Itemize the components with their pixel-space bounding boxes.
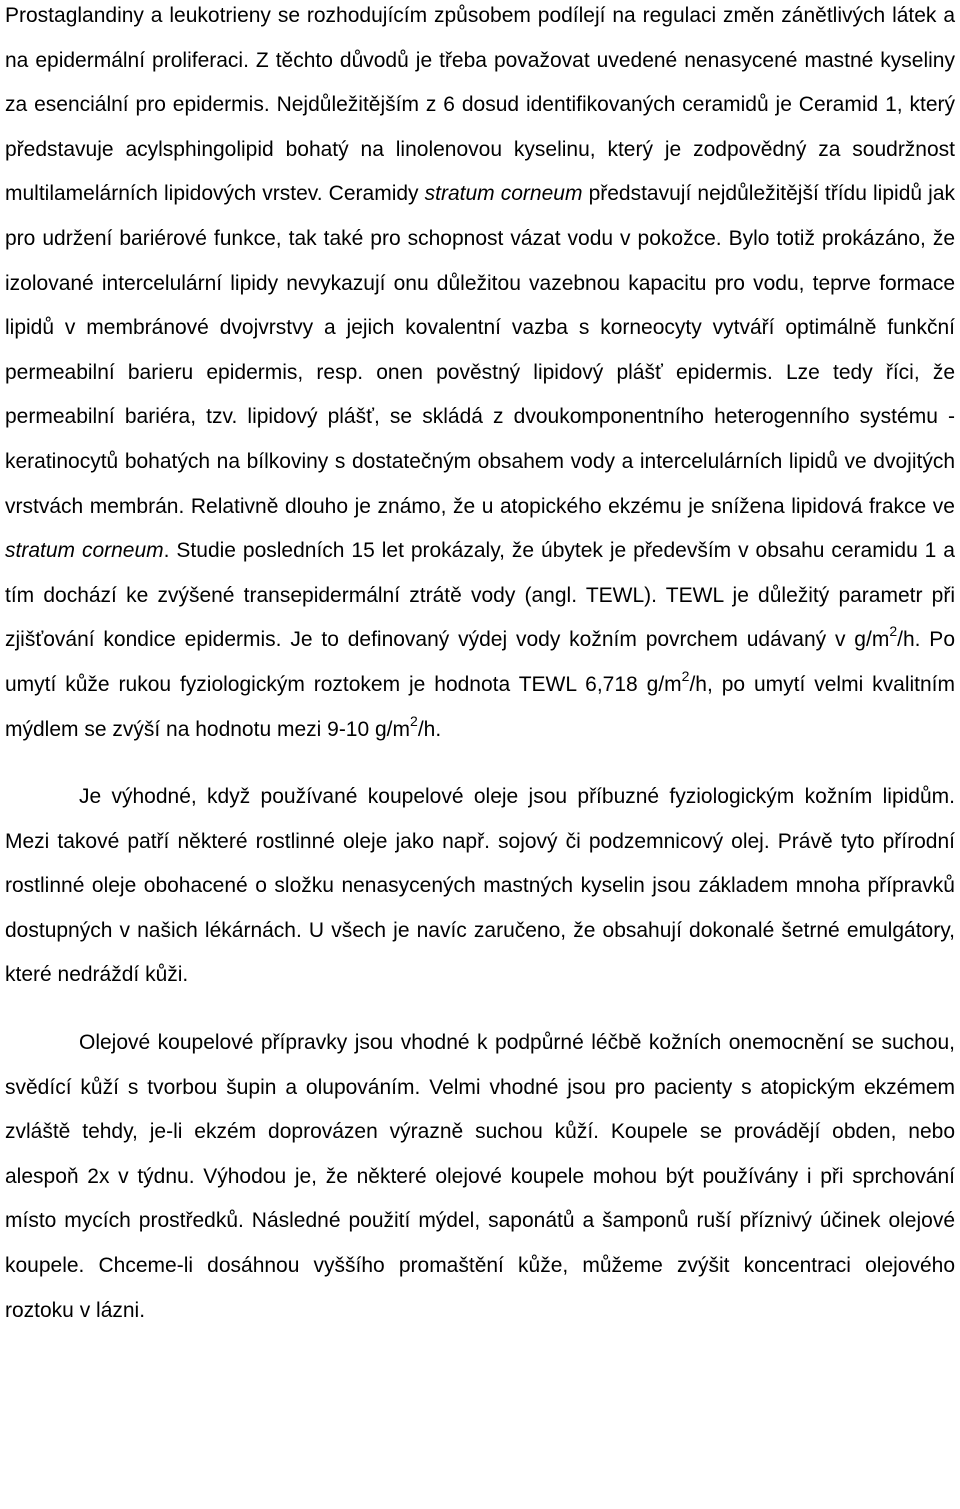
document-page bbox=[5, 0, 955, 1333]
superscript: 2 bbox=[410, 712, 418, 729]
text-segment: /h, po umytí velmi kvalitním mýdlem se zvýší na hodnotu mezi 9-10 g/m bbox=[5, 672, 956, 741]
paragraph-oil-preparations: Olejové koupelové přípravky jsou vhodné k podpůrné léčbě kožních onemocnění se suchou, svědící kůží s tvorbou šupin a olupováním. Velmi vhodné jsou pro pacienty s atopickým ekzémem zvláště tehdy, je-li ekzém doprovázen výrazně suchou kůží. Koupele se provádějí obden, nebo alespoň 2x v týdnu. Výhodou je, že některé olejové koupele mohou být používány i při sprchování místo mycích prostředků. Následné použití mýdel, saponátů a šamponů ruší příznivý účinek olejové koupele. Chceme-li dosáhnou vyššího promaštění kůže, můžeme zvýšit koncentraci olejového roztoku v lázni. bbox=[5, 1031, 955, 1322]
text-segment: /h. bbox=[417, 717, 442, 741]
text-segment: /h. Po umytí kůže rukou fyziologickým roztokem je hodnota TEWL 6,718 g/m bbox=[5, 628, 955, 696]
superscript: 2 bbox=[889, 623, 898, 640]
superscript: 2 bbox=[681, 667, 690, 684]
paragraph-ceramides bbox=[5, 0, 955, 752]
text-segment: Prostaglandiny a leukotrieny se rozhodujícím způsobem podílejí na regulaci změn zánětlivých látek a na epidermální proliferaci. Z těchto důvodů je třeba považovat uvedené nenasycené mastné kyseliny za esenciální pro epidermis. Nejdůležitějším z 6 dosud identifikovaných ceramidů je Ceramid 1, který představuje acylsphingolipid bohatý na linolenovou kyselinu, který je zodpovědný za soudržnost multilamelárních lipidových vrstev. Ceramidy bbox=[5, 4, 955, 206]
italic-term: stratum corneum bbox=[5, 539, 164, 563]
paragraph-bath-oils: Je výhodné, když používané koupelové oleje jsou příbuzné fyziologickým kožním lipidům. Mezi takové patří některé rostlinné oleje jako např. sojový či podzemnicový olej. Právě tyto přírodní rostlinné oleje obohacené o složku nenasycených mastných kyselin jsou základem mnoha přípravků dostupných v našich lékárnách. U všech je navíc zaručeno, že obsahují dokonalé šetrné emulgátory, které nedráždí kůži. bbox=[5, 785, 955, 987]
text-segment: představují nejdůležitější třídu lipidů jak pro udržení bariérové funkce, tak také pro schopnost vázat vodu v pokožce. Bylo totiž prokázáno, že izolované intercelulární lipidy nevykazují onu důležitou vazebnou kapacitu pro vodu, teprve formace lipidů v membránové dvojvrstvy a jejich kovalentní vazba s korneocyty vytváří optimálně funkční permeabilní barieru epidermis, resp. onen pověstný lipidový plášť epidermis. Lze tedy říci, že permeabilní bariéra, tzv. lipidový plášť, se skládá z dvoukomponentního heterogenního systému - keratinocytů bohatých na bílkoviny s dostatečným obsahem vody a intercelulárních lipidů ve dvojitých vrstvách membrán. Relativně dlouho je známo, že u atopického ekzému je snížena lipidová frakce ve bbox=[5, 182, 955, 518]
italic-term: stratum corneum bbox=[424, 182, 583, 206]
text-segment: . Studie posledních 15 let prokázaly, že úbytek je především v obsahu ceramidu 1 a tím dochází ke zvýšené transepidermální ztrátě vody (angl. TEWL). TEWL je důležitý parametr při zjišťování kondice epidermis. Je to definovaný výdej vody kožním povrchem udávaný v g/m bbox=[5, 539, 955, 652]
